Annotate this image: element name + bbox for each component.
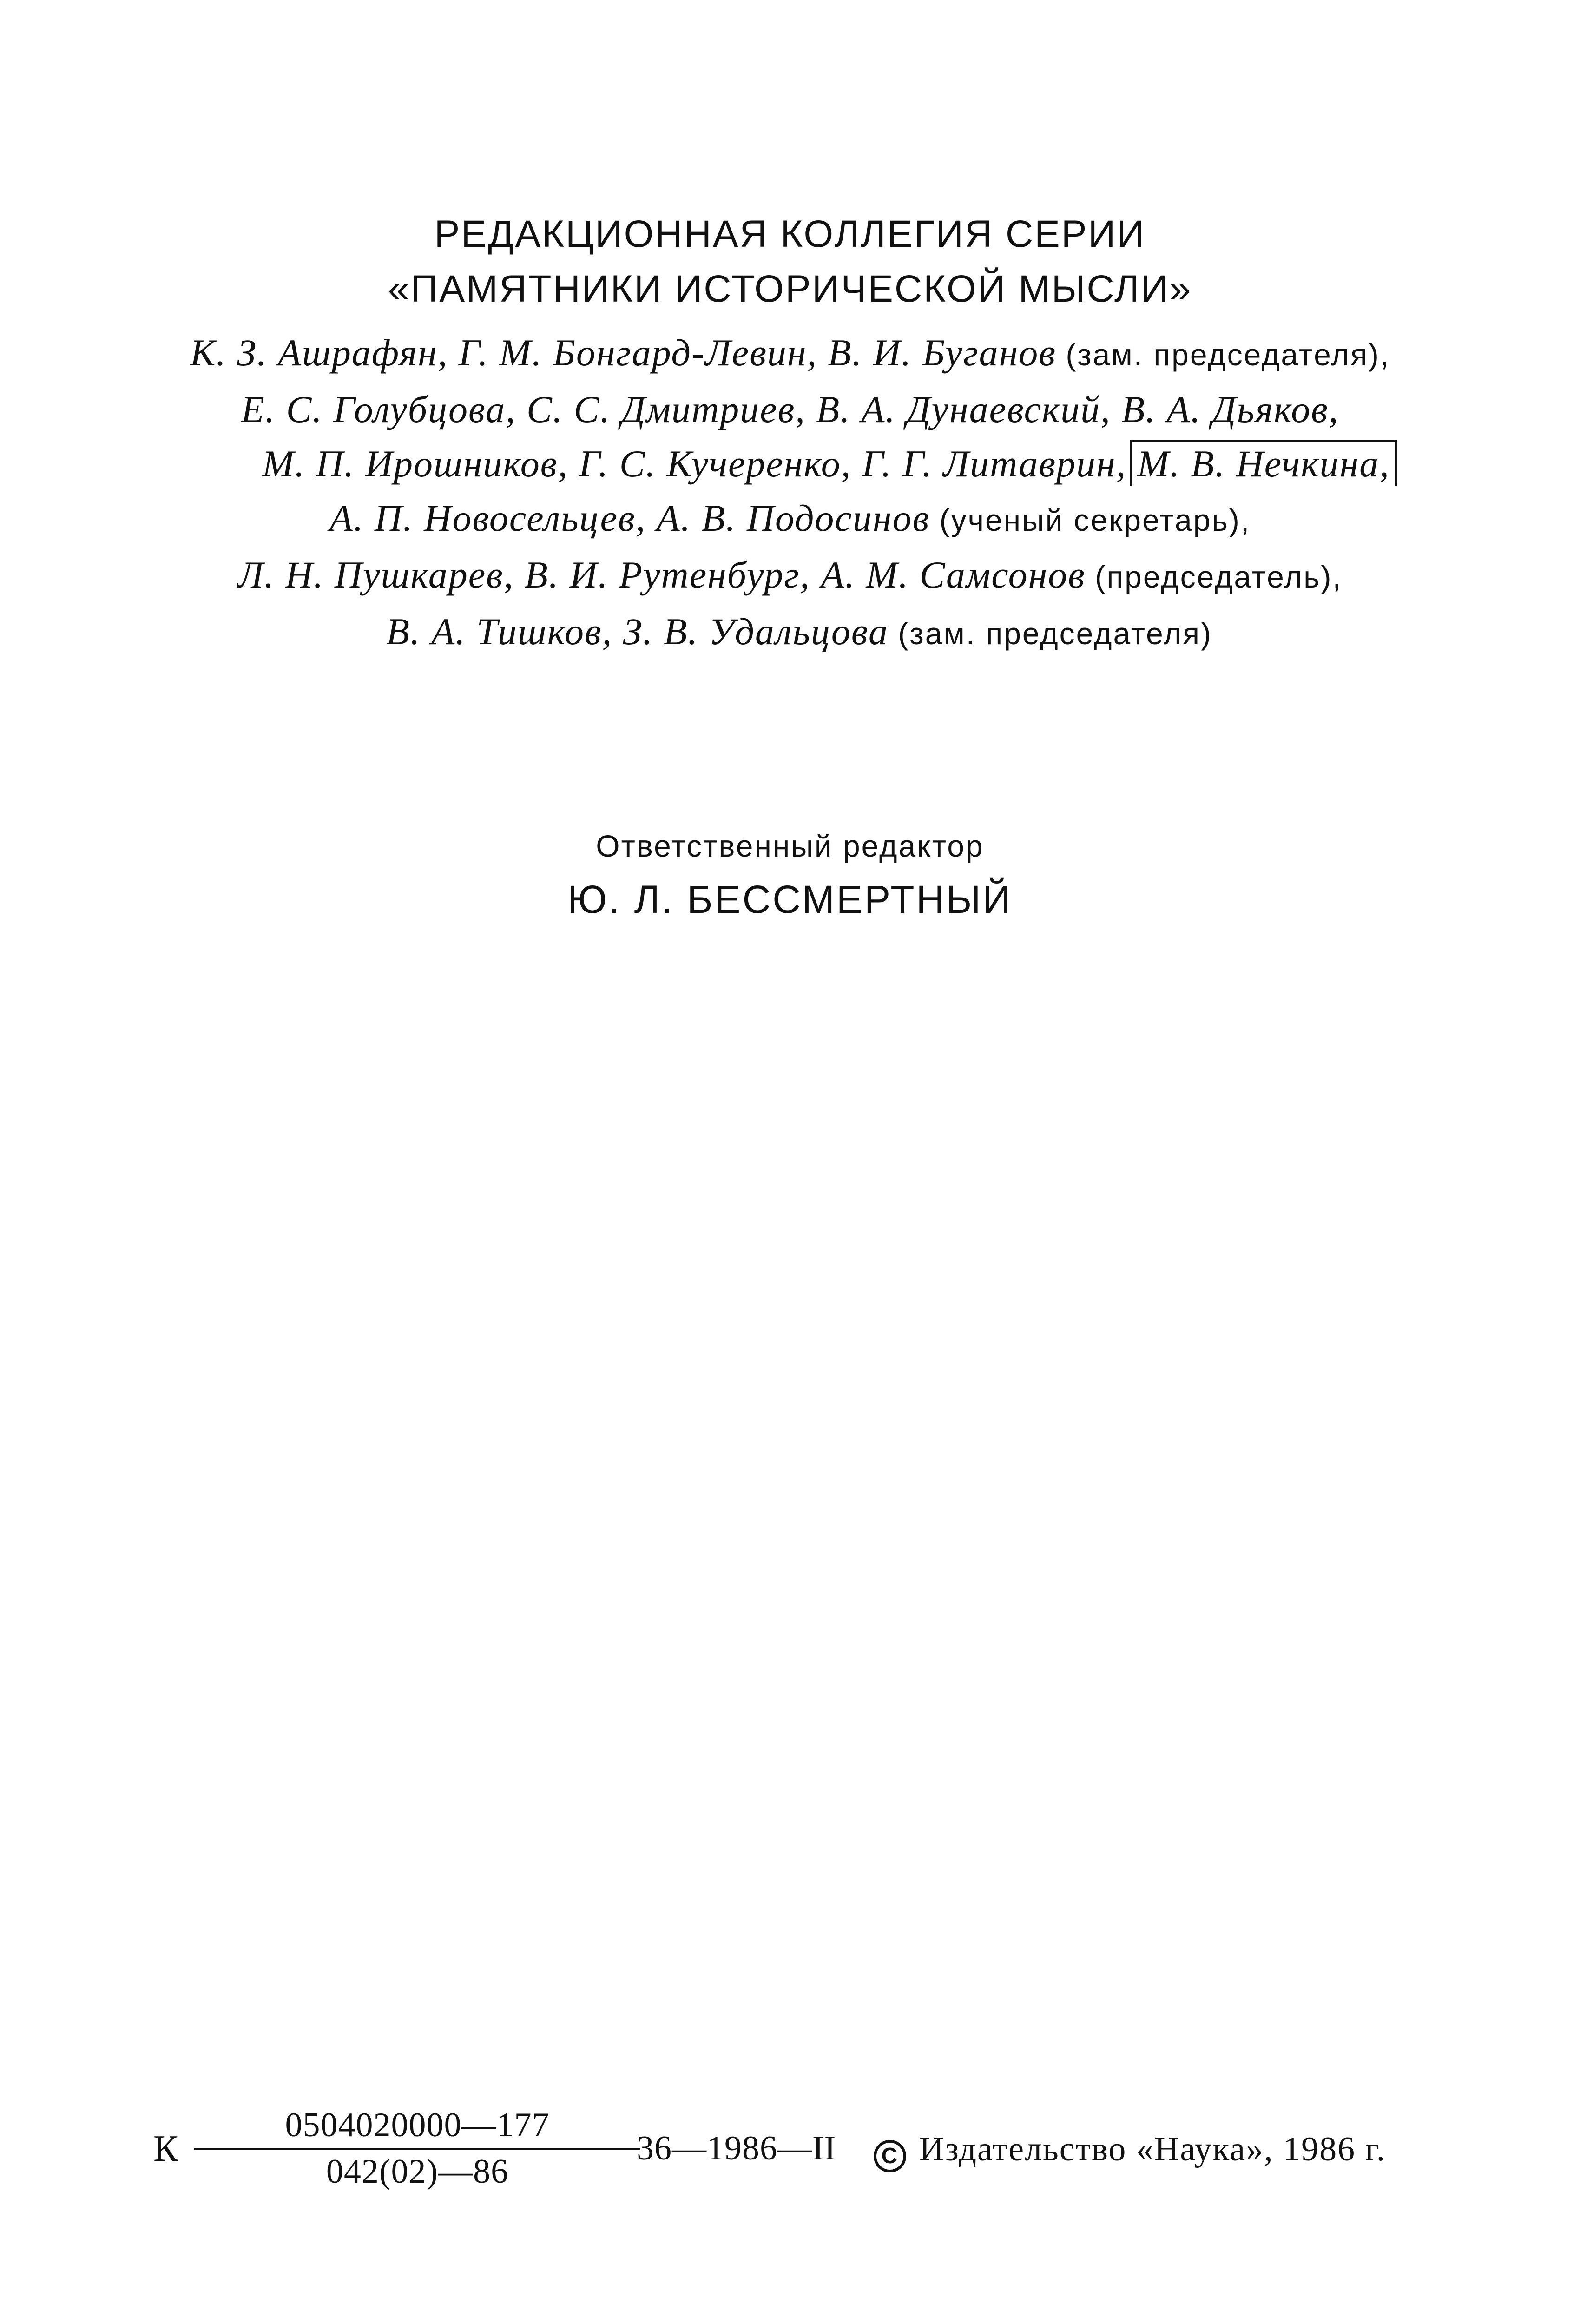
member-names: Е. С. Голубцова, С. С. Дмитриев, В. А. Дунаевский, В. А. Дьяков, bbox=[241, 388, 1339, 430]
member-names: А. П. Новосельцев, А. В. Подосинов bbox=[329, 497, 930, 539]
code-fraction bbox=[194, 2106, 640, 2192]
editorial-board-heading bbox=[0, 207, 1580, 317]
copyright-text: Издательство «Наука», 1986 г. bbox=[919, 2130, 1386, 2168]
member-line bbox=[0, 548, 1580, 604]
heading-line-2: «ПАМЯТНИКИ ИСТОРИЧЕСКОЙ МЫСЛИ» bbox=[388, 268, 1192, 310]
member-names: В. А. Тишков, З. В. Удальцова bbox=[386, 610, 889, 653]
member-role: (председатель), bbox=[1095, 560, 1343, 594]
deceased-member-box: М. В. Нечкина, bbox=[1130, 440, 1397, 486]
code-letter: К bbox=[153, 2128, 178, 2169]
editor-name: Ю. Л. БЕССМЕРТНЫЙ bbox=[567, 878, 1013, 921]
editorial-board-members bbox=[0, 325, 1580, 661]
code-numerator: 0504020000—177 bbox=[194, 2106, 640, 2150]
member-line bbox=[0, 382, 1580, 436]
responsible-editor bbox=[0, 823, 1580, 925]
member-names: К. З. Ашрафян, Г. М. Бонгард-Левин, В. И. Буганов bbox=[190, 331, 1056, 374]
code-suffix: 36—1986—II bbox=[637, 2129, 836, 2167]
heading-line-1: РЕДАКЦИОННАЯ КОЛЛЕГИЯ СЕРИИ bbox=[434, 213, 1146, 255]
copyright-notice bbox=[874, 2130, 1386, 2172]
member-names: Л. Н. Пушкарев, В. И. Рутенбург, А. М. Самсонов bbox=[237, 554, 1086, 596]
member-names: М. П. Ирошников, Г. С. Кучеренко, Г. Г. Литаврин, bbox=[262, 442, 1127, 485]
publication-code bbox=[153, 2106, 836, 2199]
code-denominator: 042(02)—86 bbox=[326, 2152, 509, 2191]
member-role: (зам. председателя) bbox=[898, 616, 1212, 651]
member-line bbox=[0, 491, 1580, 548]
member-role: (ученый секретарь), bbox=[939, 503, 1251, 537]
editor-label: Ответственный редактор bbox=[596, 829, 984, 863]
member-role: (зам. председателя), bbox=[1066, 337, 1390, 372]
copyright-icon: C bbox=[874, 2140, 906, 2172]
member-line bbox=[0, 325, 1580, 382]
member-line bbox=[79, 436, 1580, 491]
member-line bbox=[19, 604, 1580, 661]
